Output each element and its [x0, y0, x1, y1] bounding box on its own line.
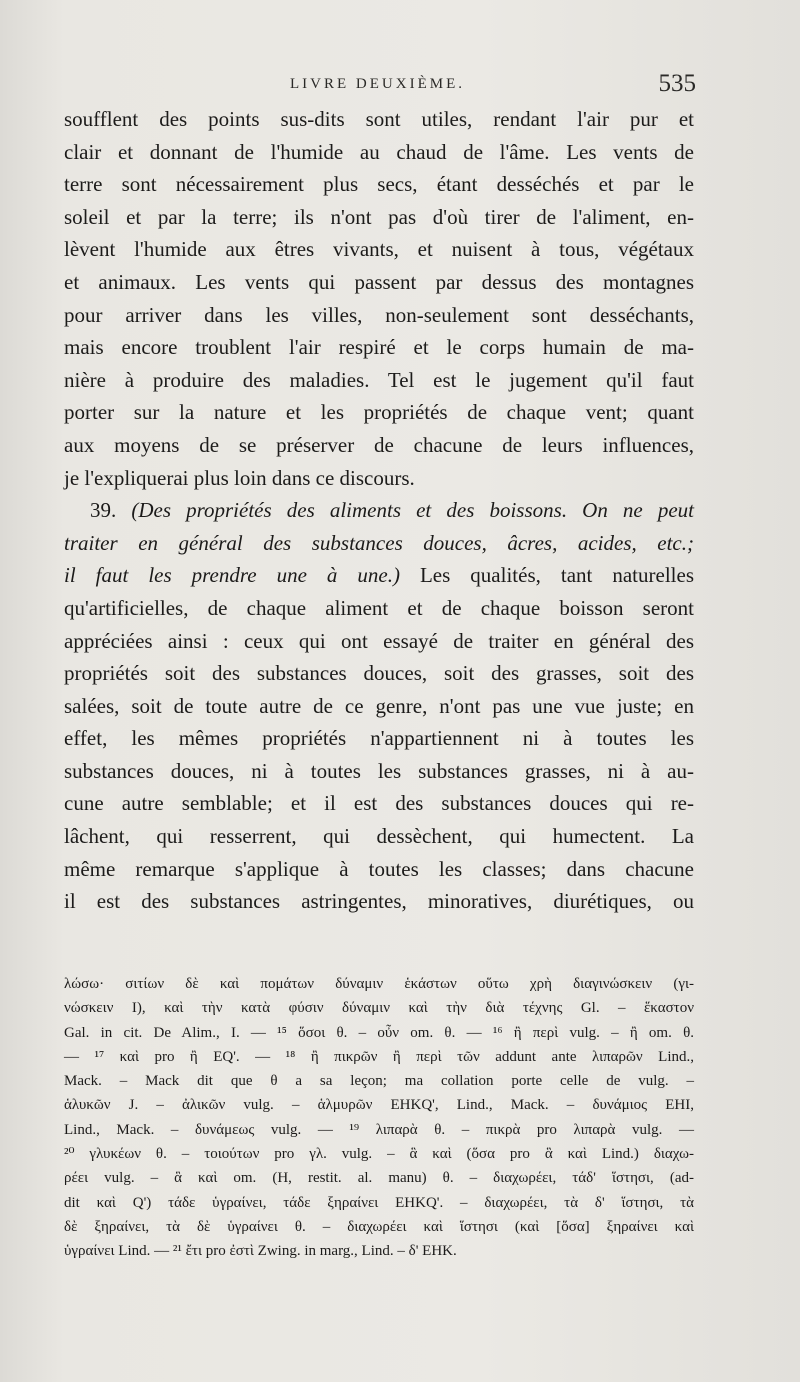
text-line: lèvent l'humide aux êtres vivants, et nuisent à tous, végétaux	[64, 237, 694, 262]
note-line: Mack. – Mack dit que θ a sa leçon; ma collation porte celle de vulg. –	[64, 1073, 694, 1090]
text-line: cune autre semblable; et il est des substances douces qui re-	[64, 791, 694, 816]
section-title: il faut les prendre une à une.)	[64, 563, 400, 588]
critical-apparatus	[64, 972, 694, 1264]
note-line: dit καὶ Q') τάδε ὑγραίνει, τάδε ξηραίνει EHKQ'. – διαχωρέει, τὰ δ' ἵστησι, τὰ	[64, 1194, 694, 1211]
section-number: 39.	[90, 498, 117, 523]
note-line: Gal. in cit. De Alim., I. — ¹⁵ ὅσοι θ. – οὖν om. θ. — ¹⁶ ἢ περὶ vulg. – ἢ om. θ.	[64, 1024, 694, 1041]
text-line: aux moyens de se préserver de chacune de leurs influences,	[64, 432, 694, 457]
section-heading-line	[64, 559, 694, 592]
note-line: ²⁰ γλυκέων θ. – τοιούτων pro γλ. vulg. – ἃ καὶ (ὅσα pro ἃ καὶ Lind.) διαχω-	[64, 1146, 694, 1163]
text-line: appréciées ainsi : ceux qui ont essayé de traiter en général des	[64, 628, 694, 653]
text-line: soleil et par la terre; ils n'ont pas d'où tirer de l'aliment, en-	[64, 204, 694, 229]
text-line: pour arriver dans les villes, non-seulement sont desséchants,	[64, 302, 694, 327]
text-line: qu'artificielles, de chaque aliment et de chaque boisson seront	[64, 595, 694, 620]
note-line: δὲ ξηραίνει, τὰ δὲ ὑγραίνει θ. – διαχωρέει καὶ ἵστησι (καὶ [ὅσα] ξηραίνει καὶ	[64, 1218, 694, 1235]
note-line: Lind., Mack. – δυνάμεως vulg. — ¹⁹ λιπαρὰ θ. – πικρὰ pro λιπαρὰ vulg. —	[64, 1121, 694, 1138]
text-line: propriétés soit des substances douces, soit des grasses, soit des	[64, 661, 694, 686]
running-head	[0, 70, 800, 104]
text-line: nière à produire des maladies. Tel est le jugement qu'il faut	[64, 367, 694, 392]
running-title: LIVRE DEUXIÈME.	[290, 76, 465, 92]
note-line: — ¹⁷ καὶ pro ἢ EQ'. — ¹⁸ ἢ πικρῶν ἢ περὶ τῶν addunt ante λιπαρῶν Lind.,	[64, 1048, 694, 1065]
text-line: il est des substances astringentes, minoratives, diurétiques, ou	[64, 889, 694, 914]
section-lead-in: Les qualités, tant naturelles	[399, 563, 694, 588]
note-line: ὑγραίνει Lind. — ²¹ ἔτι pro ἐστὶ Zwing. in marg., Lind. – δ' EHK.	[64, 1243, 457, 1260]
text-line: porter sur la nature et les propriétés de chaque vent; quant	[64, 400, 694, 425]
text-line: lâchent, qui resserrent, qui dessèchent, qui humectent. La	[64, 824, 694, 849]
section-heading-line	[64, 527, 694, 560]
note-line: λώσω· σιτίων δὲ καὶ πομάτων δύναμιν ἑκάστων οὕτω χρὴ διαγινώσκειν (γι-	[64, 976, 694, 992]
note-line: νώσκειν I), καὶ τὴν κατὰ φύσιν δύναμιν καὶ τὴν διὰ τέχνης Gl. – ἕκαστον	[64, 1000, 694, 1017]
text-line: même remarque s'applique à toutes les classes; dans chacune	[64, 856, 694, 881]
note-line: ρέει vulg. – ἃ καὶ om. (H, restit. al. manu) θ. – διαχωρέει, τάδ' ἵστησι, (ad-	[64, 1170, 694, 1187]
section-title: (Des propriétés des aliments et des boissons. On ne peut	[131, 498, 695, 523]
text-line: mais encore troublent l'air respiré et le corps humain de ma-	[64, 335, 694, 360]
text-line: et animaux. Les vents qui passent par dessus des montagnes	[64, 269, 694, 294]
section-title: traiter en général des substances douces, âcres, acides, etc.;	[64, 530, 694, 555]
text-line: je l'expliquerai plus loin dans ce discours.	[64, 465, 415, 490]
text-line: salées, soit de toute autre de ce genre, n'ont pas une vue juste; en	[64, 693, 694, 718]
text-line: terre sont nécessairement plus secs, étant desséchés et par le	[64, 172, 694, 197]
section-heading-line	[64, 494, 694, 527]
main-text	[64, 103, 694, 918]
text-line: soufflent des points sus-dits sont utiles, rendant l'air pur et	[64, 107, 694, 131]
page-number: 535	[658, 70, 696, 97]
text-line: effet, les mêmes propriétés n'appartiennent ni à toutes les	[64, 726, 694, 751]
text-line: clair et donnant de l'humide au chaud de l'âme. Les vents de	[64, 139, 694, 164]
note-line: ἁλυκῶν J. – ἀλικῶν vulg. – ἁλμυρῶν EHKQ', Lind., Mack. – δυνάμιος EHI,	[64, 1097, 694, 1114]
text-line: substances douces, ni à toutes les substances grasses, ni à au-	[64, 758, 694, 783]
